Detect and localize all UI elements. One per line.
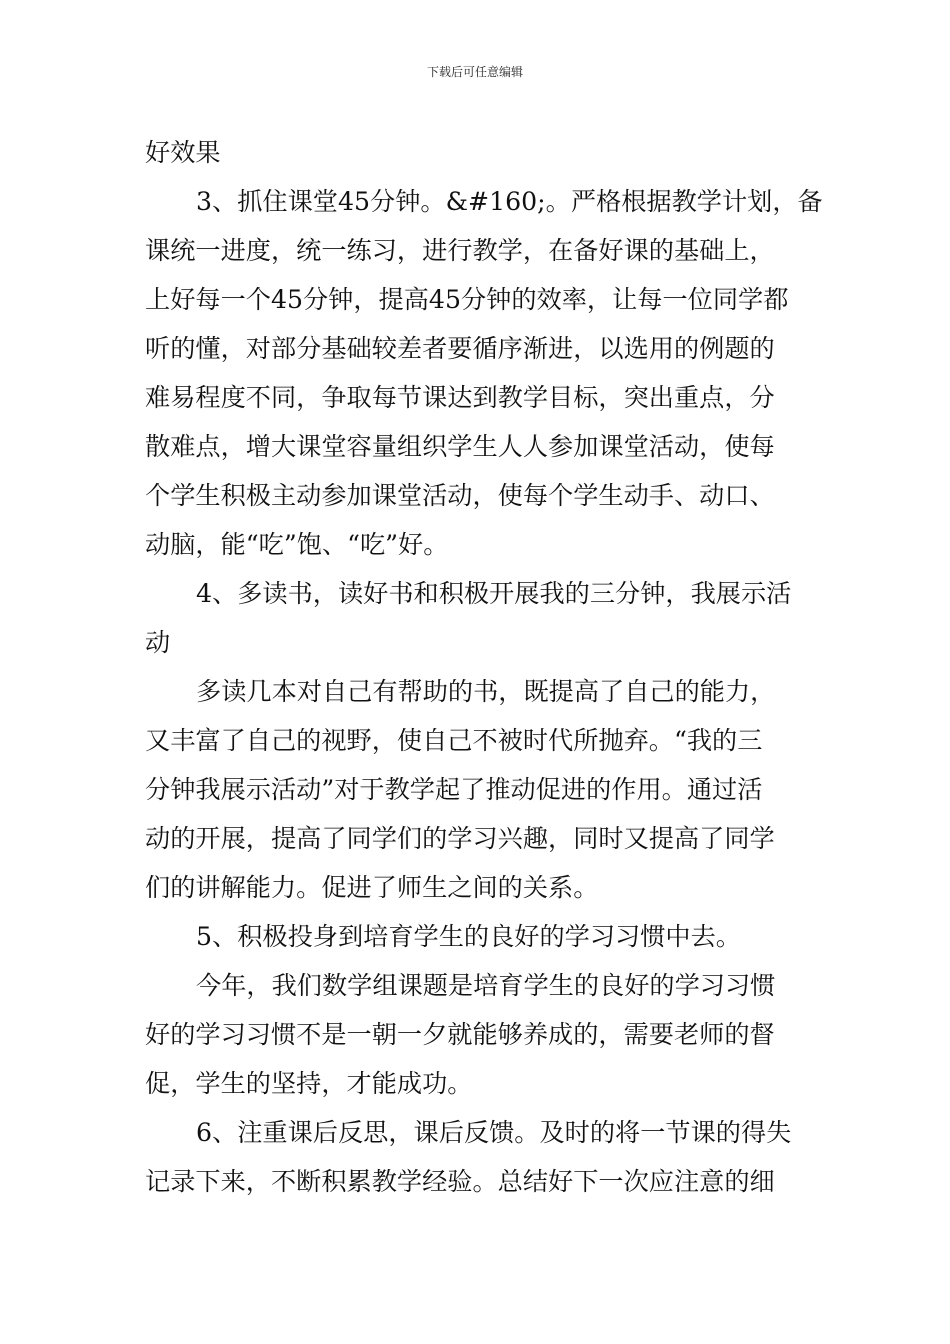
text-line: 个学生积极主动参加课堂活动，使每个学生动手、动口、	[145, 481, 775, 510]
text-line: 分钟我展示活动”对于教学起了推动促进的作用。通过活	[145, 775, 763, 804]
text-line: 多读几本对自己有帮助的书，既提高了自己的能力，	[196, 677, 776, 706]
text-line: 动脑，能“吃”饱、“吃”好。	[145, 530, 449, 559]
text-line: 6、注重课后反思，课后反馈。及时的将一节课的得失	[196, 1118, 792, 1147]
text-line: 又丰富了自己的视野，使自己不被时代所抛弃。“我的三	[145, 726, 763, 755]
text-line: 3、抓住课堂45分钟。&#160;。严格根据教学计划，备	[196, 187, 823, 216]
text-line: 4、多读书，读好书和积极开展我的三分钟，我展示活	[196, 579, 792, 608]
text-line: 们的讲解能力。促进了师生之间的关系。	[145, 873, 599, 902]
document-body	[145, 128, 823, 1206]
text-line: 听的懂，对部分基础较差者要循序渐进，以选用的例题的	[145, 334, 775, 363]
text-line: 散难点，增大课堂容量组织学生人人参加课堂活动，使每	[145, 432, 775, 461]
text-line: 难易程度不同，争取每节课达到教学目标，突出重点，分	[145, 383, 775, 412]
text-line: 上好每一个45分钟，提高45分钟的效率，让每一位同学都	[145, 285, 789, 314]
text-line: 课统一进度，统一练习，进行教学，在备好课的基础上，	[145, 236, 775, 265]
text-line: 好效果	[145, 138, 221, 167]
text-line: 好的学习习惯不是一朝一夕就能够养成的，需要老师的督	[145, 1020, 775, 1049]
page-header: 下载后可任意编辑	[426, 65, 523, 79]
text-line: 5、积极投身到培育学生的良好的学习习惯中去。	[196, 922, 741, 951]
text-line: 动	[145, 628, 171, 657]
text-line: 促，学生的坚持，才能成功。	[145, 1069, 473, 1098]
text-line: 动的开展，提高了同学们的学习兴趣，同时又提高了同学	[145, 824, 775, 853]
text-line: 记录下来，不断积累教学经验。总结好下一次应注意的细	[145, 1167, 775, 1196]
text-line: 今年，我们数学组课题是培育学生的良好的学习习惯	[196, 971, 776, 1000]
